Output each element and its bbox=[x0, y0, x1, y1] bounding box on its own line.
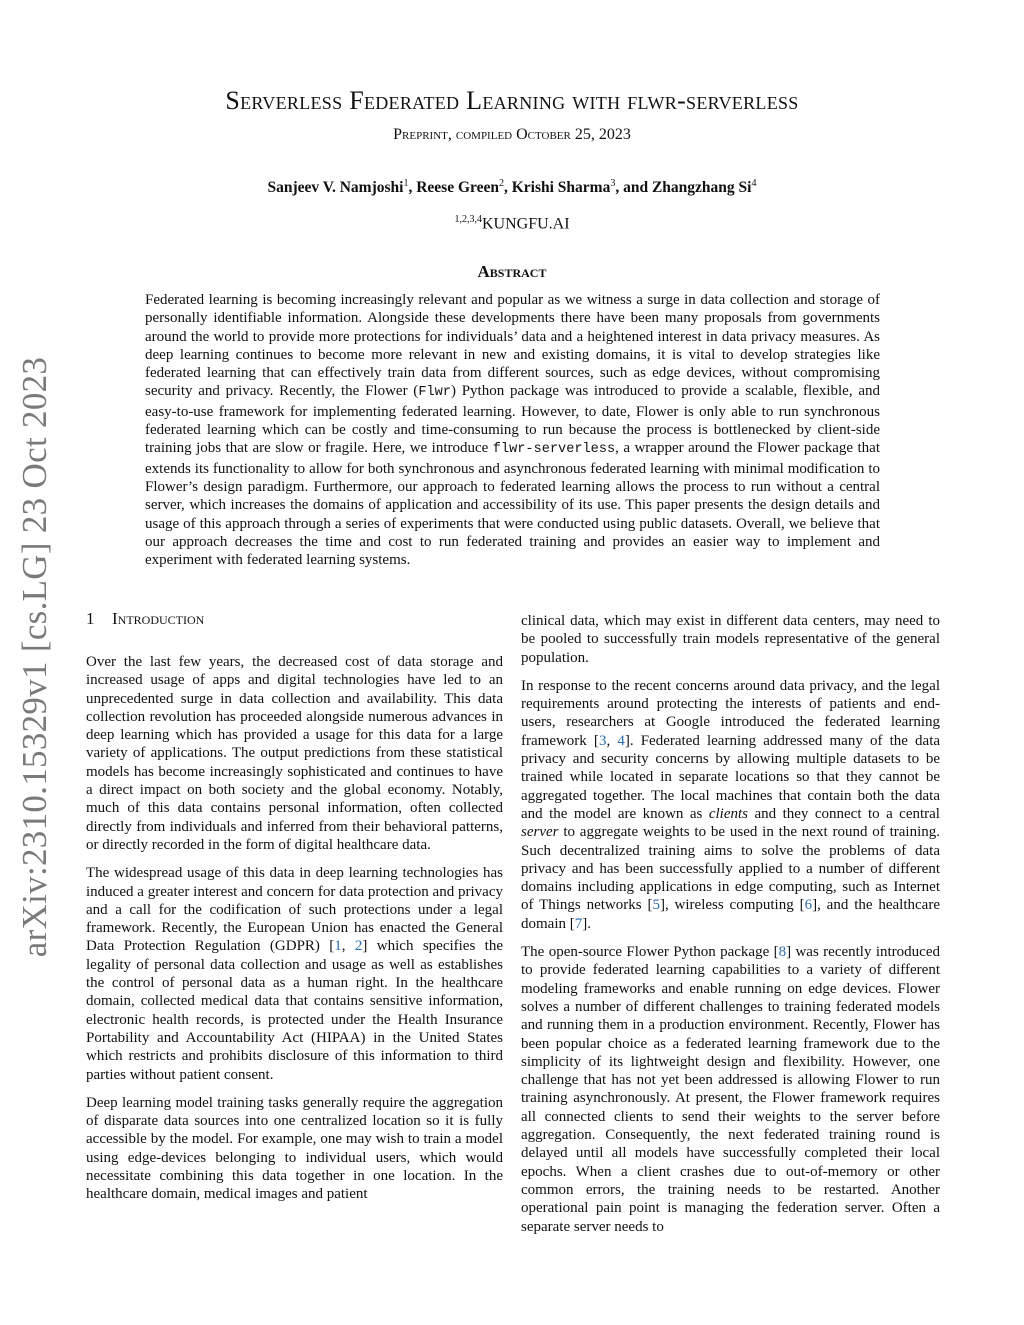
author-affiliation-mark: 3 bbox=[610, 178, 616, 189]
author-separator: , and bbox=[615, 179, 652, 197]
author-affiliation-mark: 1 bbox=[403, 178, 409, 189]
text: to aggregate weights to be used in the next round of training. Such decentralized training aims to solve the problems of data privacy and has been successfully applied to a number of different domains including applications in edge computing, such as Internet of Things networks [ bbox=[521, 824, 940, 914]
text: ]. bbox=[582, 915, 591, 932]
paper-title: Serverless Federated Learning with flwr-serverless bbox=[225, 86, 799, 115]
arxiv-identifier: arXiv:2310.15329v1 [cs.LG] 23 Oct 2023 bbox=[15, 356, 54, 958]
text: , bbox=[606, 732, 618, 749]
abstract-text-part: Federated learning is becoming increasingly relevant and popular as we witness a surge in data collection and storage of personally identifiable information. Alongside these developments there have been many proposals from governments around the world to provide more protections for individuals’ data and a heightened interest in data privacy measures. As deep learning continues to become more relevant in new and existing domains, it is vital to develop strategies like federated learning that can effectively train data from different sources, such as edge devices, without compromising security and privacy. Recently, the Flower ( bbox=[145, 292, 880, 400]
affiliation-name: KUNGFU.AI bbox=[481, 215, 570, 233]
affiliation bbox=[0, 214, 1024, 233]
citation-link[interactable]: 2 bbox=[354, 938, 363, 955]
text: The open-source Flower Python package [ bbox=[521, 944, 779, 961]
text: In response to the recent concerns around data privacy, and the legal requirements around protecting the interests of patients and end-users, researchers at Google introduced the federated learning framework [ bbox=[521, 677, 940, 749]
preprint-date: Preprint, compiled October 25, 2023 bbox=[393, 126, 631, 143]
left-column bbox=[86, 653, 503, 1214]
section-heading bbox=[86, 609, 503, 629]
citation-link[interactable]: 5 bbox=[652, 897, 660, 914]
text: ], wireless computing [ bbox=[659, 897, 805, 914]
author-affiliation-mark: 4 bbox=[751, 178, 757, 189]
paragraph: clinical data, which may exist in different data centers, may need to be pooled to successfully train models representative of the general population. bbox=[521, 613, 940, 666]
author-separator: , bbox=[503, 179, 512, 197]
author-name: Zhangzhang Si bbox=[651, 179, 752, 197]
abstract-text bbox=[145, 291, 880, 569]
abstract-heading: Abstract bbox=[477, 262, 547, 281]
text: and they connect to a central bbox=[748, 805, 940, 822]
text: ] was recently introduced to provide federated learning capabilities to a variety of different modeling frameworks and enable running on edge devices. Flower solves a number of different challenges to training federated models and running them in a production environment. Recently, Flower has been popular choice as a federated learning framework due to the simplicity of its lightweight design and flexibility. However, one challenge that has not yet been addressed is allowing Flower to run training asynchronously. At present, the Flower framework requires all connected clients to send their weights to the server before aggregation. Consequently, the next federated training round is delayed until all models have successfully completed their local epochs. When a client crashes due to out-of-memory or other common errors, the training needs to be restarted. Another operational pain point is managing the federation server. Often a separate server needs to bbox=[521, 944, 940, 1235]
inline-code: Flwr bbox=[418, 385, 451, 401]
paragraph bbox=[521, 943, 940, 1236]
author-name: Sanjeev V. Namjoshi bbox=[267, 179, 404, 197]
paragraph bbox=[86, 864, 503, 1084]
author-name: Krishi Sharma bbox=[511, 179, 611, 197]
author-name: Reese Green bbox=[416, 179, 499, 197]
abstract-text-part: , a wrapper around the Flower package that extends its functionality to allow for both synchronous and asynchronous federated learning with minimal modification to Flower’s design paradigm. Furthermore, our approach to federated learning allows the process to run without a central server, which increases the domains of application and accessibility of its use. This paper presents the design details and usage of this approach through a series of experiments that were conducted using public datasets. Overall, we believe that our approach decreases the time and cost to run federated training and provides an easier way to implement and experiment with federated learning systems. bbox=[145, 440, 880, 569]
author-separator: , bbox=[408, 179, 417, 197]
citation-link[interactable]: 6 bbox=[804, 897, 813, 914]
text: The widespread usage of this data in deep learning technologies has induced a greater interest and concern for data protection and privacy and a call for the codification of such protections under a legal framework. Recently, the European Union has enacted the General Data Protection Regulation (GDPR) [ bbox=[86, 865, 503, 955]
citation-link[interactable]: 7 bbox=[574, 915, 583, 932]
right-column bbox=[521, 612, 940, 1246]
citation-link[interactable]: 1 bbox=[334, 938, 342, 955]
emphasis: clients bbox=[708, 805, 748, 822]
abstract-text-part: ) Python package was introduced to provide a scalable, flexible, and easy-to-use framework for implementing federated learning. However, to date, Flower is only able to run synchronous federated learning which can be costly and time-consuming to run because the process is bottlenecked by client-side training jobs that are slow or fragile. Here, we introduce bbox=[145, 383, 880, 457]
paragraph: Deep learning model training tasks generally require the aggregation of disparate data sources into one centralized location so it is fully accessible by the model. For example, one may wish to train a model using edge-devices belonging to individual users, which would necessitate combining this data together in one location. In the healthcare domain, medical images and patient bbox=[86, 1094, 503, 1203]
inline-code: flwr-serverless bbox=[492, 442, 616, 458]
text: ], and the healthcare domain [ bbox=[521, 897, 940, 932]
paragraph: Over the last few years, the decreased cost of data storage and increased usage of apps and digital technologies have led to an unprecedented surge in data collection and availability. This data collection revolution has proceeded alongside numerous advances in deep learning which has provided a usage for this data for a large variety of applications. The output predictions from these statistical models has become increasingly sophisticated and continues to have a direct impact on both society and the global economy. Notably, much of this data contains personal information, often collected directly from individuals and inferred from their behavioral patterns, or directly recorded in the form of digital healthcare data. bbox=[86, 654, 503, 853]
author-list bbox=[0, 178, 1024, 197]
emphasis: server bbox=[521, 824, 559, 841]
section-number: 1 bbox=[86, 609, 95, 628]
citation-link[interactable]: 3 bbox=[598, 732, 607, 749]
text: ] which specifies the legality of personal data collection and usage as well as establishes the control of personal data as a human right. In the healthcare domain, collected medical data that contains sensitive information, electronic health records, is protected under the Health Insurance Portability and Accountability Act (HIPAA) in the United States which restricts and prohibits disclosure of this information to third parties without patient consent. bbox=[86, 938, 503, 1083]
affiliation-marks: 1,2,3,4 bbox=[454, 214, 482, 225]
text: ]. Federated learning addressed many of the data privacy and security concerns by allowing multiple datasets to be trained while located in separate locations so that they cannot be aggregated together. The local machines that contain both the data and the model are known as bbox=[521, 732, 941, 822]
text: , bbox=[341, 938, 355, 955]
section-title: Introduction bbox=[112, 609, 205, 628]
citation-link[interactable]: 4 bbox=[617, 732, 625, 749]
citation-link[interactable]: 8 bbox=[778, 944, 787, 961]
author-affiliation-mark: 2 bbox=[498, 178, 504, 189]
paragraph bbox=[521, 677, 940, 933]
